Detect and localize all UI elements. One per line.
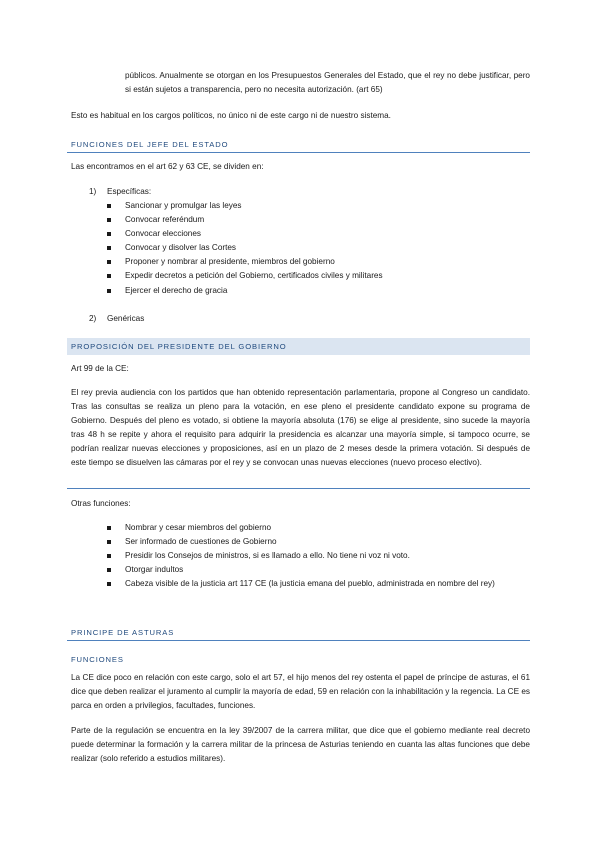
bullet-square-icon — [107, 204, 111, 208]
list-item: Convocar y disolver las Cortes — [107, 241, 530, 255]
list-item: Convocar referéndum — [107, 213, 530, 227]
list-item: Convocar elecciones — [107, 227, 530, 241]
list-item: Cabeza visible de la justicia art 117 CE (la justicia emana del pueblo, administrada en nombre del rey) — [107, 577, 530, 591]
especificas-label: Específicas: — [107, 187, 152, 196]
funciones-subheading: FUNCIONES — [71, 655, 124, 664]
list-item: Proponer y nombrar al presidente, miembros del gobierno — [107, 255, 530, 269]
bullet-square-icon — [107, 526, 111, 530]
list-item: Ser informado de cuestiones de Gobierno — [107, 535, 530, 549]
bullet-square-icon — [107, 582, 111, 586]
list-item: Nombrar y cesar miembros del gobierno — [107, 521, 530, 535]
list-item: Otorgar indultos — [107, 563, 530, 577]
bullet-square-icon — [107, 246, 111, 250]
section-heading-proposicion: PROPOSICIÓN DEL PRESIDENTE DEL GOBIERNO — [67, 338, 530, 355]
bullet-square-icon — [107, 274, 111, 278]
list-item: Expedir decretos a petición del Gobierno, certificados civiles y militares — [107, 269, 530, 283]
list-number-1: 1) — [89, 187, 97, 196]
list-item: Ejercer el derecho de gracia — [107, 284, 530, 298]
section-divider — [67, 488, 530, 489]
bullet-square-icon — [107, 540, 111, 544]
principe-paragraph-1: La CE dice poco en relación con este cargo, solo el art 57, el hijo menos del rey ostenta el papel de príncipe de asturas, el 61 dice que deben realizar el juramento al cumplir la mayoría de edad, 59 en relación con la inhabilitación y la regencia. La CE es parca en orden a privilegios, facultades, funciones. — [71, 673, 530, 710]
bullet-square-icon — [107, 218, 111, 222]
principe-paragraph-2: Parte de la regulación se encuentra en la ley 39/2007 de la carrera militar, que dice que el gobierno mediante real decreto puede determinar la formación y la carrera militar de la princesa de Asturias teniendo en cuanta las altas funciones que debe realizar (solo referido a estudios militares). — [71, 726, 530, 763]
bullet-square-icon — [107, 554, 111, 558]
proposicion-paragraph: El rey previa audiencia con los partidos que han obtenido representación parlamentaria, propone al Congreso un candidato. Tras las consultas se realiza un pleno para la votación, en ese pleno el presidente candidato expone su programa de Gobierno. Después del pleno es votado, si obtiene la mayoría absoluta (176) se elige al presidente, sino sucede la mayoría tras 48 h se repite y ahora el requisito para adquirir la presidencia es alcanzar una mayoría simple, si tampoco ocurre, se podrían realizar nuevas elecciones y proposiciones, así en un plazo de 2 meses desde la primera votación. Si después de este tiempo se disuelven las cámaras por el rey y se convocan unas nuevas elecciones (nuevo proceso electivo). — [71, 388, 530, 467]
list-item: Presidir los Consejos de ministros, si es llamado a ello. No tiene ni voz ni voto. — [107, 549, 530, 563]
intro-continued-text: públicos. Anualmente se otorgan en los Presupuestos Generales del Estado, que el rey no debe justificar, pero si están sujetos a transparencia, pero no necesita autorización. (art 65) — [125, 71, 530, 94]
bullet-square-icon — [107, 289, 111, 293]
bullet-square-icon — [107, 260, 111, 264]
list-item: Sancionar y promulgar las leyes — [107, 199, 530, 213]
genericas-label: Genéricas — [107, 314, 145, 323]
bullet-square-icon — [107, 568, 111, 572]
section-heading-funciones-jefe: FUNCIONES DEL JEFE DEL ESTADO — [67, 136, 530, 153]
otras-funciones-label: Otras funciones: — [71, 499, 131, 508]
art-99-label: Art 99 de la CE: — [71, 364, 129, 373]
funciones-intro-text: Las encontramos en el art 62 y 63 CE, se dividen en: — [71, 162, 264, 171]
section-heading-principe: PRINCIPE DE ASTURAS — [67, 624, 530, 641]
bullet-square-icon — [107, 232, 111, 236]
intro-note-text: Esto es habitual en los cargos políticos, no único ni de este cargo ni de nuestro sistema. — [71, 111, 391, 120]
list-number-2: 2) — [89, 314, 97, 323]
